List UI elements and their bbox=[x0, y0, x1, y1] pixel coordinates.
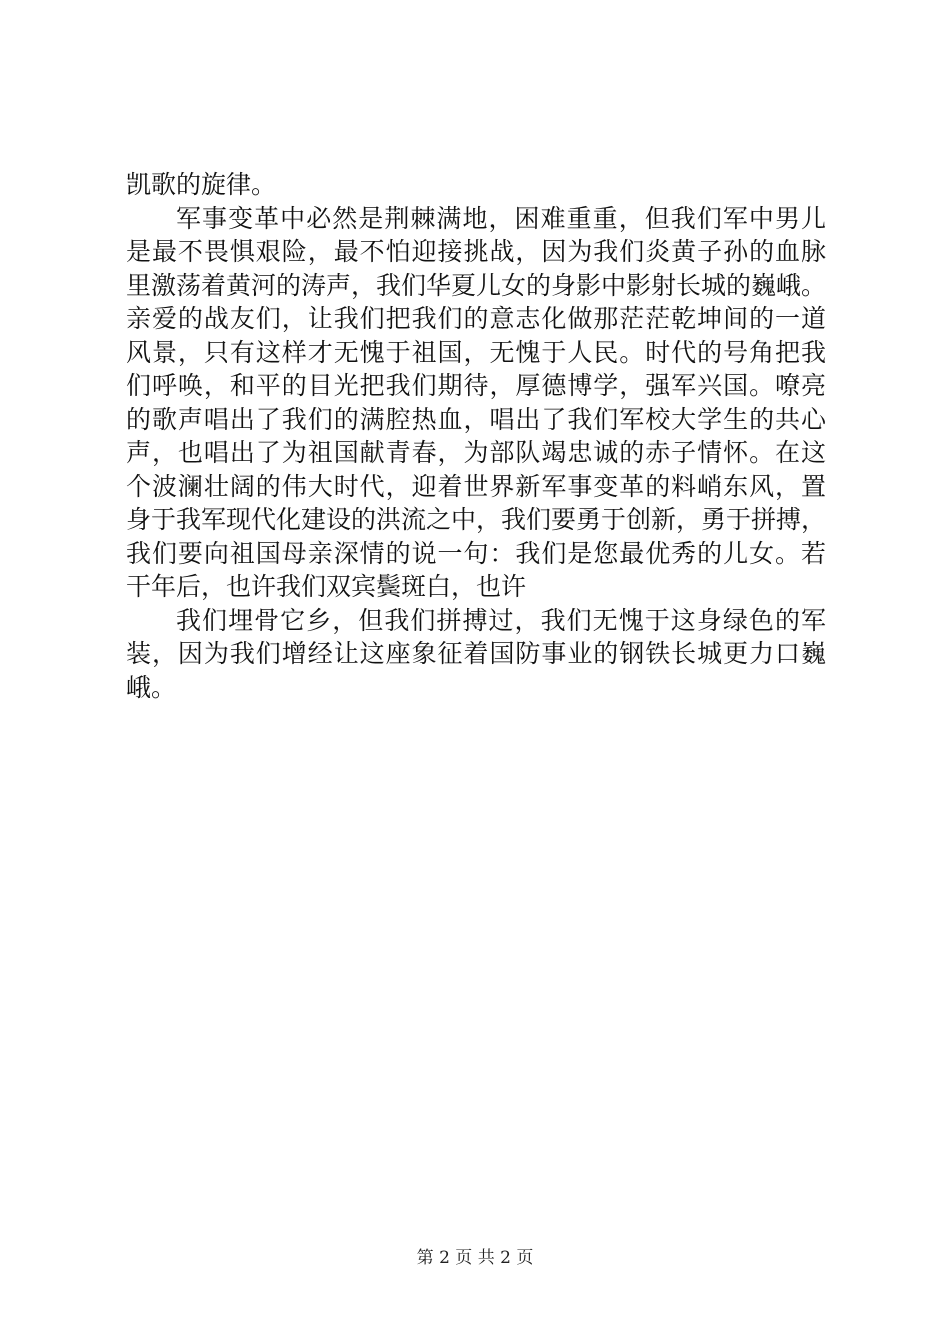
text-line: 峨。 bbox=[126, 672, 177, 702]
text-line: 我们埋骨它乡，但我们拼搏过，我们无愧于这身绿色的军 bbox=[176, 605, 826, 635]
text-line: 我们要向祖国母亲深情的说一句：我们是您最优秀的儿女。若 bbox=[126, 538, 826, 568]
text-line: 的歌声唱出了我们的满腔热血，唱出了我们军校大学生的共心 bbox=[126, 404, 826, 434]
text-line: 军事变革中必然是荆棘满地，困难重重，但我们军中男儿 bbox=[176, 203, 826, 233]
text-line: 们呼唤，和平的目光把我们期待，厚德博学，强军兴国。嘹亮 bbox=[126, 371, 826, 400]
page-footer: 第 2 页 共 2 页 bbox=[416, 1248, 534, 1268]
text-line: 装，因为我们增经让这座象征着国防事业的钢铁长城更力口巍 bbox=[126, 639, 826, 668]
text-line: 身于我军现代化建设的洪流之中，我们要勇于创新，勇于拼搏， bbox=[126, 505, 827, 534]
text-line: 个波澜壮阔的伟大时代，迎着世界新军事变革的料峭东风，置 bbox=[126, 471, 826, 501]
text-line: 亲爱的战友们，让我们把我们的意志化做那茫茫乾坤间的一道 bbox=[126, 304, 826, 333]
text-line: 干年后，也许我们双宾鬓斑白，也许 bbox=[126, 572, 527, 601]
text-line: 里激荡着黄河的涛声，我们华夏儿女的身影中影射长城的巍峨。 bbox=[126, 270, 827, 300]
text-line: 凯歌的旋律。 bbox=[126, 170, 277, 199]
text-line: 是最不畏惧艰险，最不怕迎接挑战，因为我们炎黄子孙的血脉 bbox=[126, 237, 826, 266]
text-line: 风景，只有这样才无愧于祖国，无愧于人民。时代的号角把我 bbox=[126, 337, 826, 367]
document-body bbox=[126, 168, 826, 704]
text-line: 声，也唱出了为祖国献青春，为部队竭忠诚的赤子情怀。在这 bbox=[126, 438, 826, 467]
